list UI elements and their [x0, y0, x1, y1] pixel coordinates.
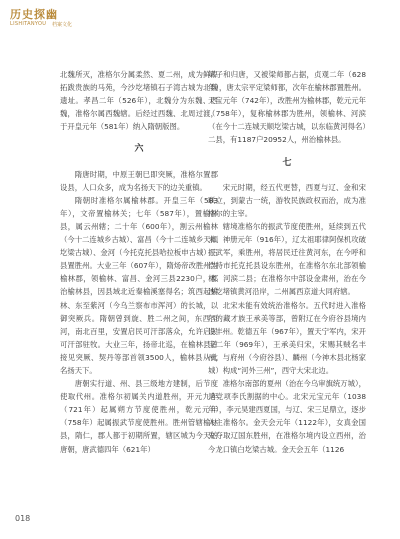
left-column — [60, 68, 218, 456]
body-paragraph: 隋朝时准格尔属榆林郡。开皇三年（583年），文帝置榆林关；七年（587年），置榆林县，属云州辖；二十年（600年），割云州榆林（今十二连城乡古城）、富昌（今十二连城乡天顺圪梁古城）、金河（今托克托县哈拉板申古城）三县置胜州。大业三年（607年），隋炀帝改胜州为榆林郡，领榆林、富昌、金河三县2230户，郡治榆林县，因县域北近秦榆溪塞得名；筑西起榆林、东至紫河（今乌兰察布市浑河）的长城，以御突厥兵。隋朝曾到旋、胜二州之间，东西至河，南北百里，安置启民可汗部落众，允许启民可汗部驻牧。大业三年，扬帝北巡，在榆林县曾接见突厥、契丹等部首领3500人，榆林县从此名扬天下。 — [60, 195, 218, 375]
body-paragraph: 宋元时期，经五代更替，西夏与辽、金和宋联立，到蒙古一统，游牧民族政权而治，成为准格尔的主宰。 — [208, 182, 366, 218]
body-paragraph: 准格尔南部的夏州（治在今乌审旗统万城），是党项李氏割据的中心。北宋元宝元年（1038年），李元昊建西夏国，与辽、宋三足鼎立，逐步入主准格尔。金天会元年（1122年），女真金国先夺取辽国东胜州，在准格尔境内设立西州，治今龙口镇白圪梁古城。金天会五年（1126 — [208, 379, 366, 454]
body-paragraph: 隋唐时期，中原王朝巳即突厥，准格尔置郡设县，人口众多，成为名扬天下的边关重镇。 — [60, 169, 218, 192]
header-title: 历史探幽 — [10, 8, 58, 21]
body-paragraph: 辖境准格尔的振武节度使胜州，延续到五代末。神册元年（916年），辽太祖耶律阿保机攻破振武军，乘胜州，将居民迁往黄河东，在今呼和浩特市托克托县设东胜州，在准格尔东北部领榆林、河滨二县；在准格尔中部设金肃州，治在今沙圪堵镇黄河沿岸，二州属西京道大同府辖。 — [208, 221, 366, 297]
page-number: 018 — [15, 514, 31, 523]
body-paragraph: 第子和归唐，又被梁师都占据，贞观二年（628年），唐太宗平定梁师都，次年在榆林郡置胜州。天宝元年（742年），改胜州为榆林郡，乾元元年（758年），复称榆林郡为胜州，领榆林、河滨（在今十二连城天顺圪梁古城，以东临黄河得名）二县，有1187户20952人，州治榆林县。 — [208, 70, 366, 145]
section-number: 七 — [282, 157, 292, 168]
right-column — [208, 68, 366, 456]
header-subtitle-chinese: 档案文化 — [52, 22, 73, 28]
body-paragraph: 北魏所灭，准格尔分属柔然、夏二州，成为鲜卑拓跋贵族的马苑，今沙圪堵镇石子湾古城为北魏遗址。孝昌二年（526年），北魏分为东魏、西魏，准格尔属西魏辖。后经过西魏、北周过渡，于开皇元年（581年）纳入隋朝版图。 — [60, 70, 218, 132]
section-number: 六 — [134, 144, 144, 155]
header-subtitle: LISHITANYOU — [10, 21, 47, 27]
body-paragraph: 唐朝实行道、州、县三级地方建制，后节度使取代州。准格尔初属关内道胜州，开元九年（721年）起属朔方节度使胜州，乾元元年（758年）起属振武节度使胜州。胜州管辖榆林县，隋仁，郡人都于初期所置，辖区城为今天的唐朝，唐武德四年（621年） — [60, 379, 218, 454]
body-paragraph: 北宋未能有效统治准格尔。五代时进入准格尔的藏才族王承美等部，曾附辽在今府谷县境内设丰州。乾德五年（967年），置天宁军内，宋开宝二年（969年），王承美归宋，宋赐其贼名丰州，与府州（今府谷县）、麟州（今神木县北杨家城）构成“河外三州”，西守大宋北边。 — [208, 300, 366, 375]
page-header — [0, 0, 400, 34]
